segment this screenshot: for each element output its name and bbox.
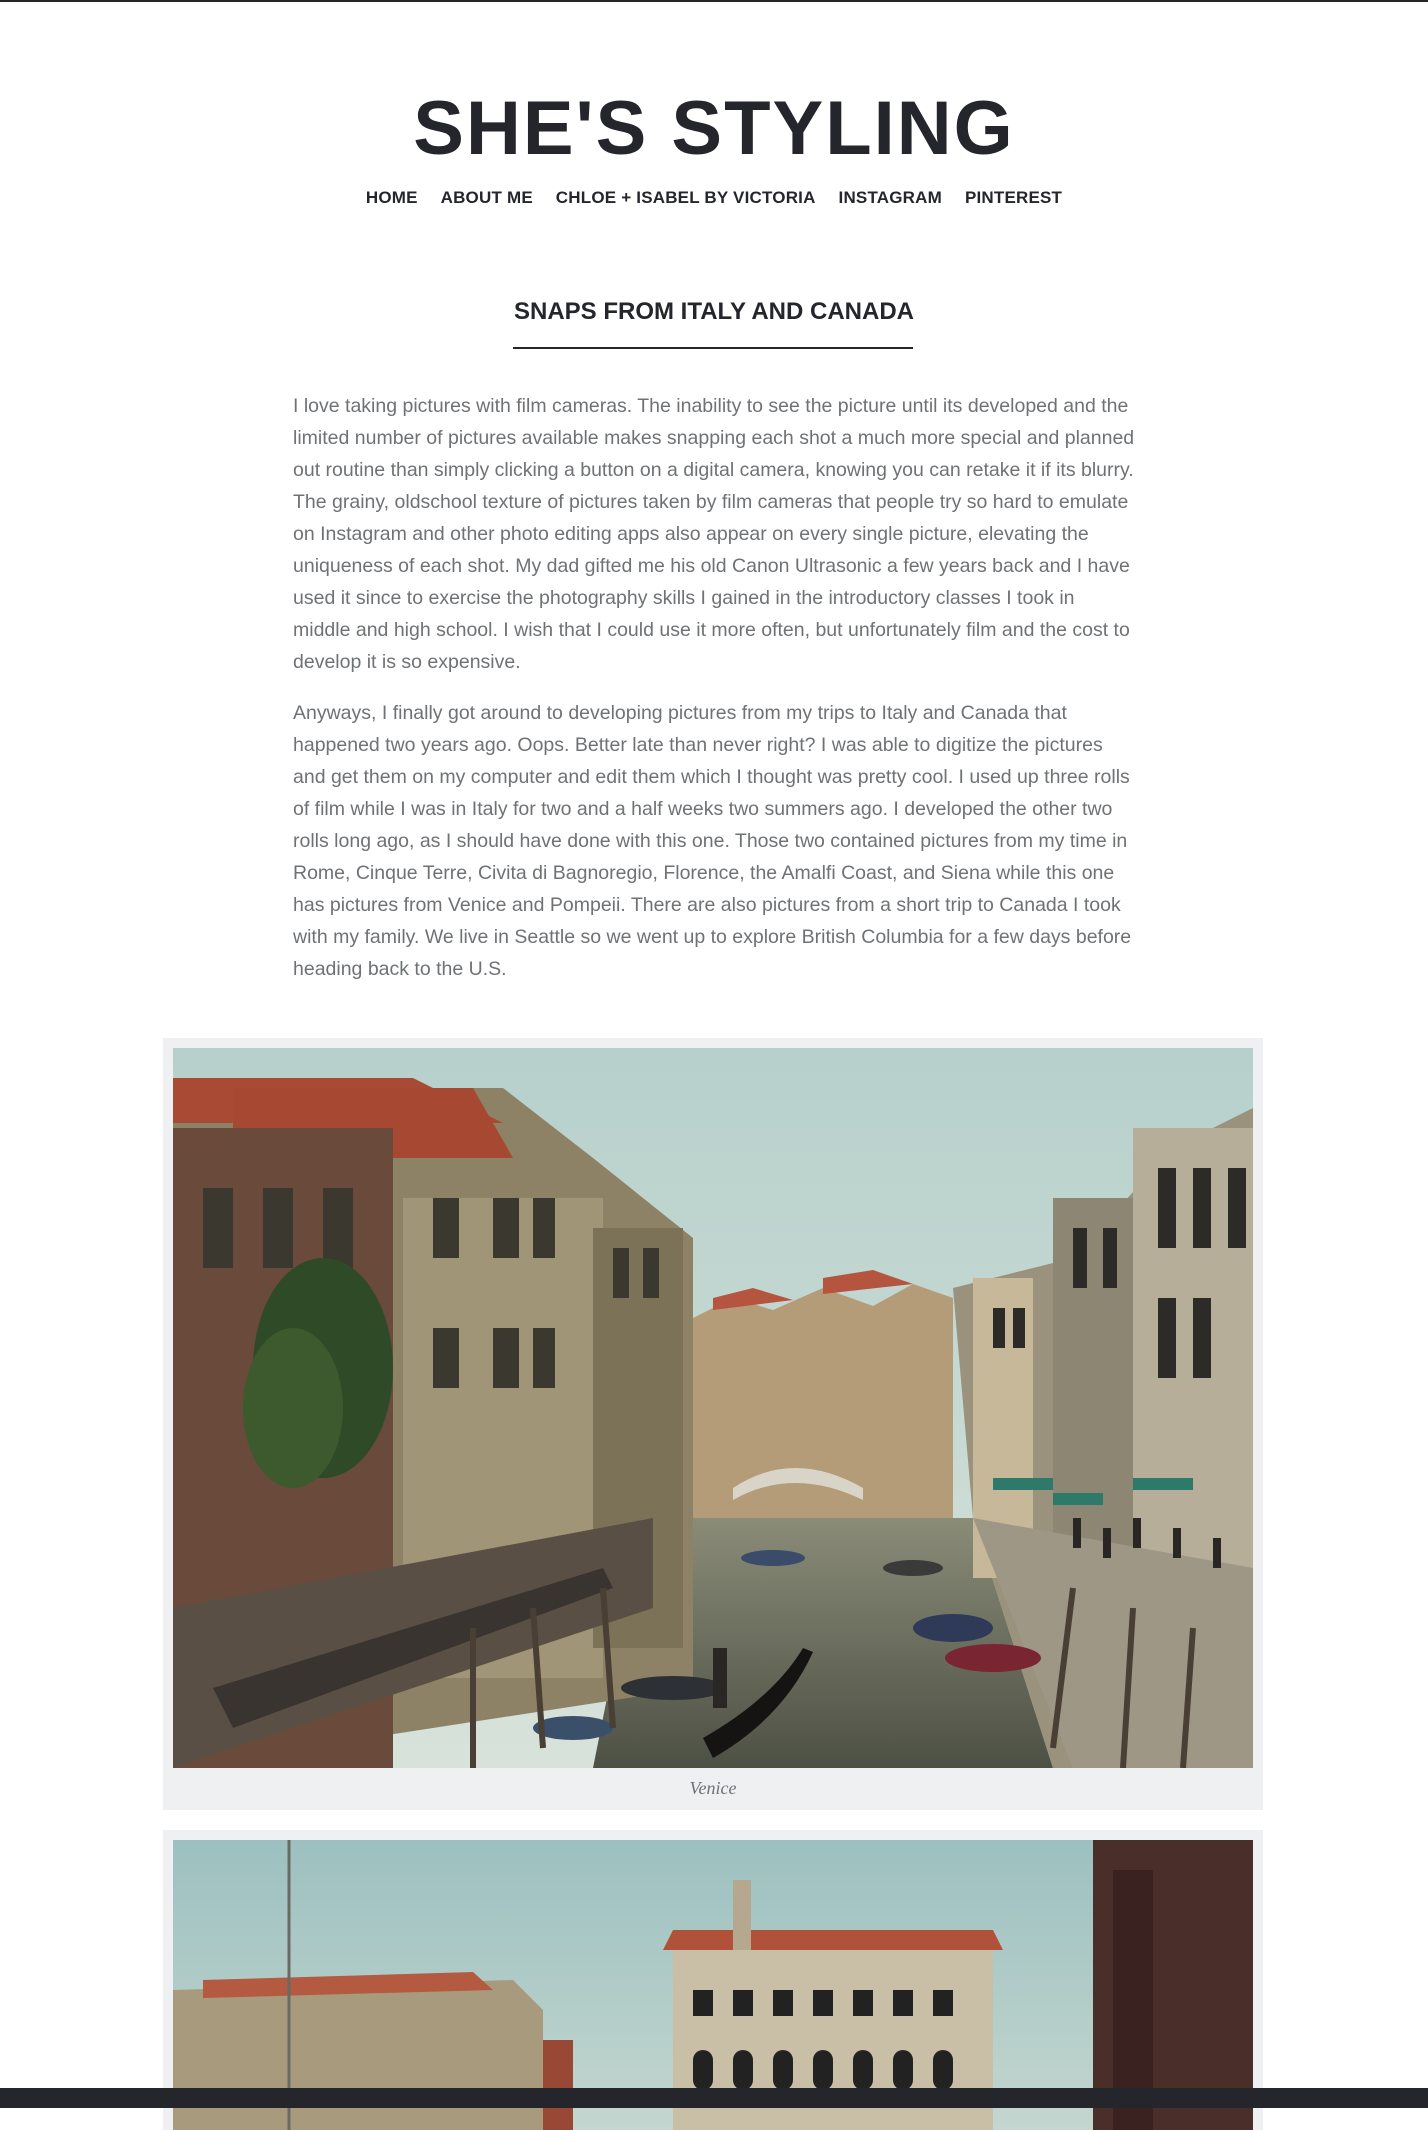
post-paragraph: I love taking pictures with film cameras. The inability to see the picture until its developed and the limited number of pictures available makes snapping each shot a much more special and planned out routine than simply clicking a button on a digital camera, knowing you can retake it if its blurry. The grainy, oldschool texture of pictures taken by film cameras that people try so hard to emulate on Instagram and other photo editing apps also appear on every single picture, elevating the uniqueness of each shot. My dad gifted me his old Canon Ultrasonic a few years back and I have used it since to exercise the photography skills I gained in the introductory classes I took in middle and high school. I wish that I could use it more often, but unfortunately film and the cost to develop it is so expensive. <box>293 395 1135 673</box>
venice-canal-image <box>173 1048 1253 1768</box>
nav-item-chloe-isabel[interactable]: CHLOE + ISABEL BY VICTORIA <box>555 188 816 207</box>
venice-canal-photo[interactable] <box>173 1048 1253 1768</box>
nav-item-pinterest[interactable]: PINTEREST <box>964 188 1063 207</box>
title-underline <box>513 347 913 349</box>
venice-facade-image <box>173 1840 1253 2130</box>
main-nav <box>0 188 1428 208</box>
figure-venice-facade <box>163 1830 1263 2130</box>
figure-caption: Venice <box>689 1778 737 1798</box>
post-title[interactable]: SNAPS FROM ITALY AND CANADA <box>513 298 915 325</box>
nav-item-instagram[interactable]: INSTAGRAM <box>838 188 942 207</box>
post-paragraph: Anyways, I finally got around to developing pictures from my trips to Italy and Canada that happened two years ago. Oops. Better late than never right? I was able to digitize the pictures and get them on my computer and edit them which I thought was pretty cool. I used up three rolls of film while I was in Italy for two and a half weeks two summers ago. I developed the other two rolls long ago, as I should have done with this one. Those two contained pictures from my time in Rome, Cinque Terre, Civita di Bagnoregio, Florence, the Amalfi Coast, and Siena while this one has pictures from Venice and Pompeii. There are also pictures from a short trip to Canada I took with my family. We live in Seattle so we went up to explore British Columbia for a few days before heading back to the U.S. <box>293 702 1132 980</box>
bottom-bar <box>0 2088 1428 2108</box>
figure-venice <box>163 1038 1263 1810</box>
nav-item-home[interactable]: HOME <box>365 188 418 207</box>
site-title[interactable]: SHE'S STYLING <box>413 86 1015 171</box>
post-content <box>293 390 1135 1004</box>
nav-item-about-me[interactable]: ABOUT ME <box>440 188 533 207</box>
venice-facade-photo[interactable] <box>173 1840 1253 2130</box>
top-border <box>0 0 1428 2</box>
